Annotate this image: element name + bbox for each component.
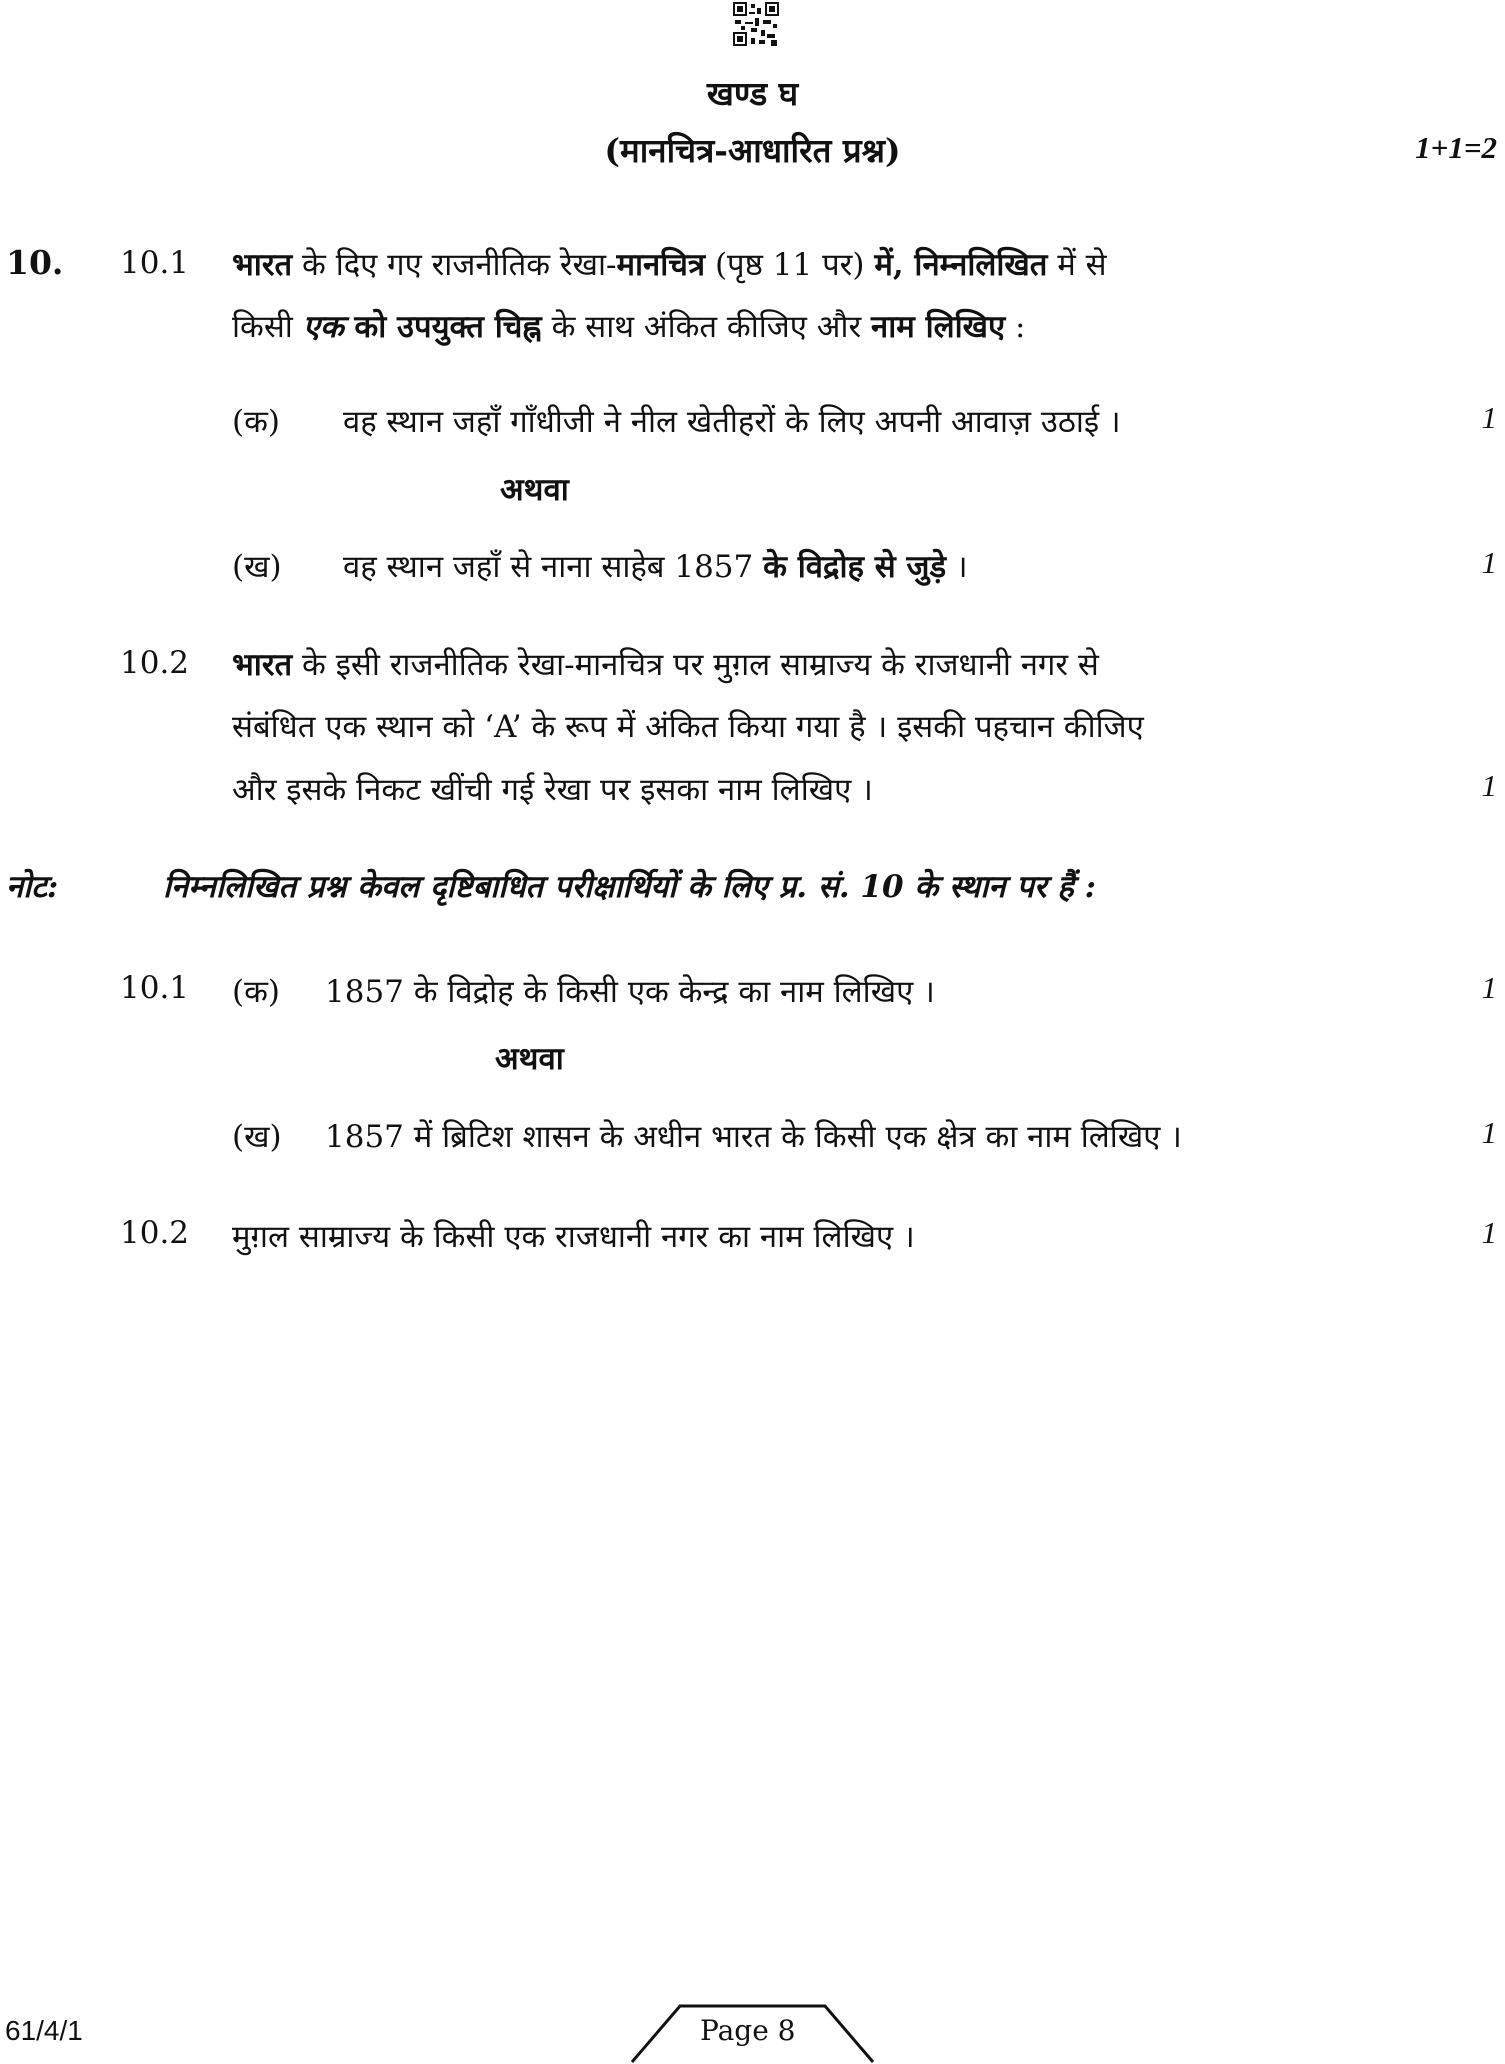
bold-text: मानचित्र [616, 247, 706, 283]
question-number: 10. [6, 243, 64, 282]
section-subtitle: (मानचित्र-आधारित प्रश्न) [604, 131, 901, 170]
text: वह स्थान जहाँ से नाना साहेब 1857 [343, 549, 764, 585]
subquestion-number-10-2: 10.2 [120, 645, 190, 681]
marks: 1 [1481, 400, 1497, 435]
vi-or-label: अथवा [495, 1041, 564, 1077]
section-title: खण्ड घ [706, 74, 799, 113]
text: के इसी राजनीतिक रेखा-मानचित्र पर मुग़ल साम्राज्य के राजधानी नगर से [292, 647, 1099, 683]
marks: 1 [1481, 545, 1497, 580]
marks: 1 [1481, 1115, 1497, 1150]
text: के दिए गए राजनीतिक रेखा- [292, 247, 617, 283]
qr-code-icon [733, 2, 779, 46]
bold-text: नाम लिखिए [871, 309, 1006, 345]
vi-subquestion-number-10-2: 10.2 [120, 1215, 190, 1251]
q10-2-line-3: और इसके निकट खींची गई रेखा पर इसका नाम लिखिए । [232, 772, 873, 808]
bold-text: भारत [232, 247, 293, 283]
text: । [946, 549, 968, 585]
vi-option-text-ka: 1857 के विद्रोह के किसी एक केन्द्र का नाम लिखिए । [325, 974, 935, 1010]
vi-option-text-kha: 1857 में ब्रिटिश शासन के अधीन भारत के किसी एक क्षेत्र का नाम लिखिए । [325, 1119, 1182, 1155]
q10-1-line-1 [232, 243, 1107, 285]
vi-option-label-kha: (ख) [232, 1119, 282, 1155]
section-marks-total: 1+1=2 [1415, 130, 1497, 165]
option-label-ka: (क) [232, 404, 280, 440]
bold-italic-text: एक [302, 309, 344, 345]
marks: 1 [1481, 768, 1497, 803]
paper-code: 61/4/1 [5, 2015, 83, 2046]
note-text: निम्नलिखित प्रश्न केवल दृष्टिबाधित परीक्षार्थियों के लिए प्र. सं. 10 के स्थान पर हैं : [163, 869, 1097, 905]
bold-text: में, निम्नलिखित [874, 247, 1048, 283]
option-text-kha [343, 545, 968, 587]
text: में से [1047, 247, 1107, 283]
note-label: नोट: [6, 869, 59, 905]
vi-subquestion-number-10-1: 10.1 [120, 970, 190, 1006]
option-label-kha: (ख) [232, 549, 282, 585]
bold-text: भारत [232, 647, 293, 683]
bold-text: के विद्रोह से जुड़े [763, 549, 947, 585]
vi-option-label-ka: (क) [232, 974, 280, 1010]
vi-q10-2-text: मुग़ल साम्राज्य के किसी एक राजधानी नगर का नाम लिखिए । [232, 1219, 915, 1255]
q10-1-line-2 [232, 305, 1026, 347]
text: किसी [232, 309, 303, 345]
option-text-ka: वह स्थान जहाँ गाँधीजी ने नील खेतीहरों के लिए अपनी आवाज़ उठाई । [343, 404, 1121, 440]
subquestion-number-10-1: 10.1 [120, 245, 190, 281]
text: (पृष्ठ 11 पर) [705, 247, 875, 283]
page-number: Page 8 [700, 2014, 796, 2047]
q10-2-line-1 [232, 643, 1099, 685]
or-label: अथवा [500, 472, 569, 508]
text: के साथ अंकित कीजिए और [541, 309, 872, 345]
bold-text: को उपयुक्त चिह्न [343, 309, 542, 345]
marks: 1 [1481, 1215, 1497, 1250]
q10-2-line-2: संबंधित एक स्थान को ‘A’ के रूप में अंकित किया गया है । इसकी पहचान कीजिए [232, 709, 1144, 745]
marks: 1 [1481, 970, 1497, 1005]
text: : [1005, 309, 1026, 345]
